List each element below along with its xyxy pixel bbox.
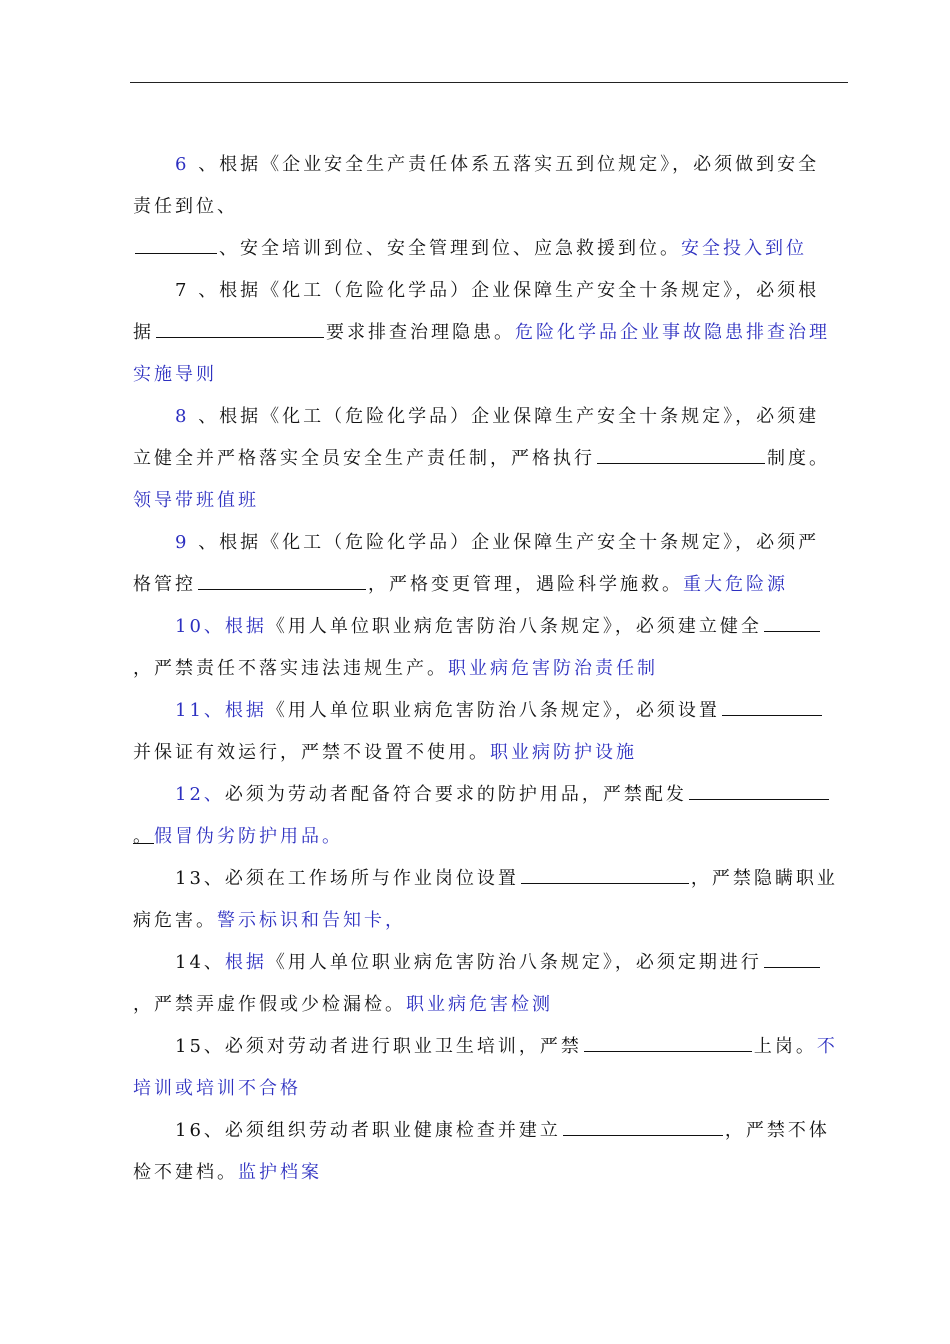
q9-text-pre: 格管控 [133, 574, 196, 595]
q13-answer: 警示标识和告知卡， [217, 910, 406, 931]
q16-text-cont: 检不建档。 [133, 1162, 238, 1183]
q9-line2 [133, 564, 788, 606]
q6-text-tail: 、安全培训到位、安全管理到位、应急救援到位。 [219, 238, 681, 259]
q8-number: 8 [175, 406, 190, 427]
q16-text: 16、必须组织劳动者职业健康检查并建立 [175, 1120, 561, 1141]
q9-line1 [175, 522, 819, 564]
q15-blank[interactable] [584, 1031, 752, 1052]
q8-text: 、根据《化工（危险化学品）企业保障生产安全十条规定》，必须建 [198, 406, 820, 427]
q14-number: 14、 [175, 952, 225, 973]
q12-number: 12、 [175, 784, 225, 805]
q15-answer-b: 培训或培训不合格 [133, 1078, 301, 1099]
q10-line1 [175, 606, 822, 648]
q16-blank[interactable] [563, 1115, 723, 1136]
q9-number: 9 [175, 532, 190, 553]
q16-text-post: ，严禁不体 [724, 1120, 830, 1141]
q6-text: 、根据《企业安全生产责任体系五落实五到位规定》，必须做到安全 [198, 154, 820, 175]
q11-text-cont: 并保证有效运行，严禁不设置不使用。 [133, 742, 490, 763]
q8-line2 [133, 438, 830, 480]
q8-blank[interactable] [597, 443, 765, 464]
q10-answer: 职业病危害防治责任制 [448, 658, 658, 679]
q7-line2 [133, 312, 830, 354]
q14-keyword: 根据 [224, 952, 267, 973]
q12-text-cont: 。 [133, 826, 154, 847]
q12-answer: 假冒伪劣防护用品。 [154, 826, 343, 847]
q16-line1 [175, 1110, 830, 1152]
q14-answer: 职业病危害检测 [406, 994, 553, 1015]
header-rule [130, 82, 848, 83]
q9-blank[interactable] [198, 569, 366, 590]
q12-line1 [175, 774, 831, 816]
q10-text: 《用人单位职业病危害防治八条规定》，必须建立健全 [266, 616, 762, 637]
q6-line3 [133, 228, 807, 270]
q7-text-pre: 据 [133, 322, 154, 343]
q6-blank[interactable] [135, 233, 217, 254]
q7-answer-a: 危险化学品企业事故隐患排查治理 [515, 322, 830, 343]
q15-text: 15、必须对劳动者进行职业卫生培训，严禁 [175, 1036, 582, 1057]
q13-line2 [133, 900, 406, 942]
q11-line2 [133, 732, 637, 774]
q8-text-pre: 立健全并严格落实全员安全生产责任制，严格执行 [133, 448, 595, 469]
q7-answer-b: 实施导则 [133, 364, 217, 385]
q7-text-post: 要求排查治理隐患。 [326, 322, 515, 343]
q14-line2 [133, 984, 553, 1026]
q14-text: 《用人单位职业病危害防治八条规定》，必须定期进行 [266, 952, 762, 973]
q6-answer: 安全投入到位 [681, 238, 807, 259]
q8-line3 [133, 480, 259, 522]
q12-blank[interactable] [689, 779, 829, 800]
q9-answer: 重大危险源 [683, 574, 788, 595]
q10-line2 [133, 648, 658, 690]
q14-text-cont: ，严禁弄虚作假或少检漏检。 [133, 994, 406, 1015]
q15-line2 [133, 1068, 301, 1110]
q15-line1 [175, 1026, 838, 1068]
q7-line3 [133, 354, 217, 396]
q6-line2 [133, 186, 238, 228]
q7-blank[interactable] [156, 317, 324, 338]
q13-text-cont: 病危害。 [133, 910, 217, 931]
q12-line2 [133, 816, 343, 858]
q10-blank[interactable] [764, 611, 820, 632]
q11-text: 《用人单位职业病危害防治八条规定》，必须设置 [266, 700, 720, 721]
q8-line1 [175, 396, 819, 438]
q14-line1 [175, 942, 822, 984]
q13-text-post: ，严禁隐瞒职业 [690, 868, 838, 889]
q7-line1 [175, 270, 819, 312]
q6-text-cont: 责任到位、 [133, 196, 238, 217]
q11-line1 [175, 690, 824, 732]
q6-line1 [175, 144, 819, 186]
q7-number: 7 [175, 280, 190, 301]
q16-answer: 监护档案 [238, 1162, 322, 1183]
q6-number: 6 [175, 154, 190, 175]
q8-answer: 领导带班值班 [133, 490, 259, 511]
q14-blank[interactable] [764, 947, 820, 968]
q13-text: 13、必须在工作场所与作业岗位设置 [175, 868, 519, 889]
q10-number: 10、根据 [175, 616, 267, 637]
q11-blank[interactable] [722, 695, 822, 716]
q13-line1 [175, 858, 838, 900]
q15-answer-a: 不 [816, 1036, 838, 1057]
q15-text-post: 上岗。 [753, 1036, 817, 1057]
q16-line2 [133, 1152, 322, 1194]
q11-answer: 职业病防护设施 [490, 742, 637, 763]
q10-text-cont: ，严禁责任不落实违法违规生产。 [133, 658, 448, 679]
q9-text-post: ，严格变更管理，遇险科学施救。 [368, 574, 683, 595]
q8-text-post: 制度。 [767, 448, 830, 469]
q7-text: 、根据《化工（危险化学品）企业保障生产安全十条规定》，必须根 [198, 280, 820, 301]
q12-text: 必须为劳动者配备符合要求的防护用品，严禁配发 [224, 784, 687, 805]
q13-blank[interactable] [521, 863, 689, 884]
q9-text: 、根据《化工（危险化学品）企业保障生产安全十条规定》，必须严 [198, 532, 820, 553]
q11-number: 11、根据 [175, 700, 267, 721]
